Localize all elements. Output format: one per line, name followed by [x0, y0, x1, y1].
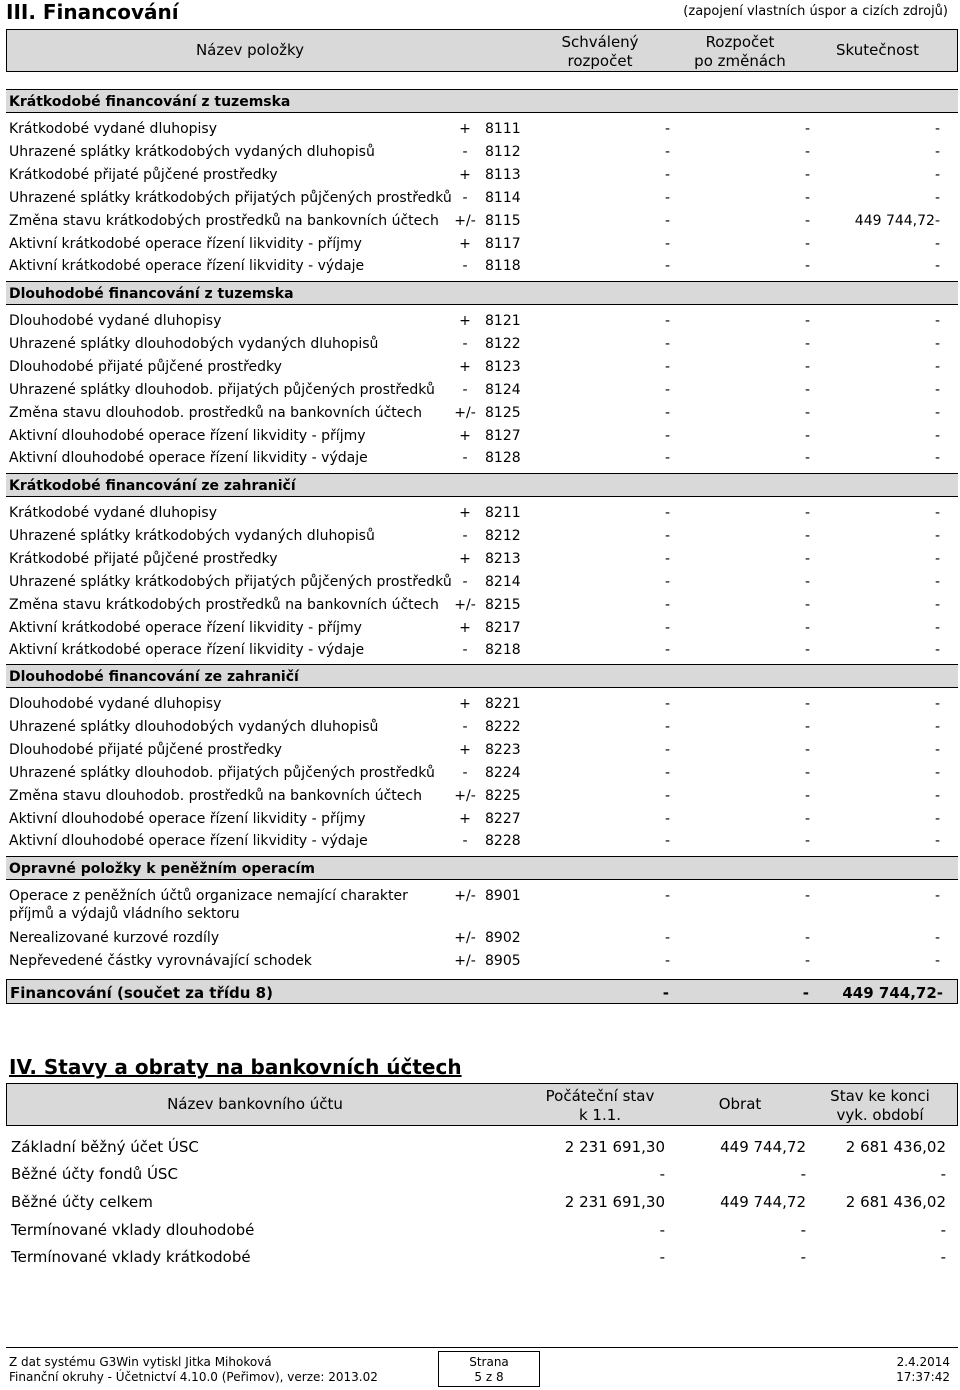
- row-approved: -: [664, 358, 670, 375]
- row-approved: -: [664, 381, 670, 398]
- table-row: [0, 594, 960, 616]
- row-revised: -: [804, 166, 810, 183]
- row-code: 8218: [485, 642, 521, 659]
- row-sign: +/-: [454, 787, 476, 804]
- table-row: [0, 379, 960, 401]
- header-revised-line2: po změnách: [694, 52, 786, 70]
- row-code: 8111: [485, 121, 521, 137]
- row-actual: -: [934, 718, 940, 735]
- footer-system: Finanční okruhy - Účetnictví 4.10.0 (Peřimov), verze: 2013.02: [9, 1370, 378, 1384]
- row-label: Aktivní dlouhodobé operace řízení likvidity - příjmy: [9, 427, 366, 444]
- row-approved: -: [664, 505, 670, 521]
- row-approved: -: [664, 450, 670, 467]
- row-code: 8901: [485, 888, 521, 904]
- row-code: 8225: [485, 787, 521, 804]
- row-code: 8127: [485, 427, 521, 444]
- row-sign: -: [462, 764, 468, 781]
- row-label: Aktivní dlouhodobé operace řízení likvidity - výdaje: [9, 833, 368, 850]
- row-sign: +/-: [454, 952, 476, 969]
- category-title: Dlouhodobé financování z tuzemska: [9, 286, 294, 302]
- row-actual: -: [934, 450, 940, 467]
- row-sign: +: [459, 810, 471, 827]
- row-approved: -: [664, 527, 670, 544]
- row-actual: -: [934, 505, 940, 521]
- row-approved: -: [664, 313, 670, 329]
- row-revised: -: [804, 358, 810, 375]
- category-header: [6, 856, 958, 880]
- row-revised: -: [804, 930, 810, 946]
- footer-time: 17:37:42: [896, 1370, 950, 1384]
- row-actual: -: [934, 427, 940, 444]
- table-row: [0, 118, 960, 140]
- row-label: Krátkodobé přijaté půjčené prostředky: [9, 166, 278, 183]
- row-sign: -: [462, 450, 468, 467]
- row-revised: -: [804, 888, 810, 904]
- bank-header-turnover: Obrat: [718, 1095, 762, 1113]
- row-approved: -: [664, 212, 670, 229]
- footer-page-value: 5 z 8: [474, 1370, 504, 1384]
- row-actual: -: [934, 741, 940, 758]
- row-sign: -: [462, 381, 468, 398]
- table-row: [0, 762, 960, 784]
- row-label-continued: příjmů a výdajů vládního sektoru: [9, 906, 240, 922]
- row-sign: +: [459, 358, 471, 375]
- row-actual: -: [934, 787, 940, 804]
- row-label: Dlouhodobé vydané dluhopisy: [9, 696, 222, 712]
- row-label: Dlouhodobé vydané dluhopisy: [9, 313, 222, 329]
- row-label: Uhrazené splátky krátkodobých přijatých půjčených prostředků: [9, 189, 452, 206]
- row-approved: -: [664, 258, 670, 275]
- row-revised: -: [804, 212, 810, 229]
- row-revised: -: [804, 427, 810, 444]
- bank-header-final-line2: vyk. období: [836, 1106, 924, 1124]
- bank-row-label: Běžné účty fondů ÚSC: [11, 1165, 178, 1183]
- bank-header-final-line1: Stav ke konci: [830, 1087, 930, 1105]
- row-approved: -: [664, 952, 670, 969]
- row-actual: -: [934, 335, 940, 352]
- table-row: [0, 502, 960, 524]
- table-row: [0, 187, 960, 209]
- row-sign: +: [459, 619, 471, 636]
- bank-header-initial-line2: k 1.1.: [578, 1106, 622, 1124]
- row-sign: -: [462, 833, 468, 850]
- row-code: 8117: [485, 235, 521, 252]
- row-code: 8121: [485, 313, 521, 329]
- table-row: [0, 785, 960, 807]
- row-sign: +/-: [454, 930, 476, 946]
- bank-row: [0, 1245, 960, 1269]
- row-code: 8217: [485, 619, 521, 636]
- bank-row-turnover: -: [800, 1165, 806, 1183]
- row-revised: -: [804, 952, 810, 969]
- bank-row-initial: -: [659, 1248, 665, 1266]
- row-label: Nerealizované kurzové rozdíly: [9, 930, 220, 946]
- row-actual: -: [934, 930, 940, 946]
- row-code: 8123: [485, 358, 521, 375]
- row-sign: +: [459, 741, 471, 758]
- bank-row-final: -: [940, 1165, 946, 1183]
- row-sign: -: [462, 573, 468, 590]
- table-row: [0, 525, 960, 547]
- total-label: Financování (součet za třídu 8): [10, 984, 273, 1002]
- row-code: 8118: [485, 258, 521, 275]
- row-actual: -: [934, 888, 940, 904]
- row-code: 8221: [485, 696, 521, 712]
- row-label: Aktivní krátkodobé operace řízení likvidity - výdaje: [9, 642, 365, 659]
- row-label: Uhrazené splátky dlouhodob. přijatých půjčených prostředků: [9, 764, 435, 781]
- row-sign: -: [462, 718, 468, 735]
- row-label: Krátkodobé vydané dluhopisy: [9, 505, 217, 521]
- header-revised-line1: Rozpočet: [705, 33, 775, 51]
- row-label: Změna stavu dlouhodob. prostředků na bankovních účtech: [9, 787, 422, 804]
- table-row: [0, 571, 960, 593]
- row-actual: -: [934, 696, 940, 712]
- table-row: [0, 739, 960, 761]
- table-row: [0, 548, 960, 570]
- total-approved: -: [662, 984, 669, 1002]
- bank-row-initial: 2 231 691,30: [564, 1193, 665, 1211]
- row-code: 8228: [485, 833, 521, 850]
- bank-row-label: Termínované vklady krátkodobé: [11, 1248, 251, 1266]
- row-code: 8212: [485, 527, 521, 544]
- bank-row: [0, 1218, 960, 1242]
- row-label: Uhrazené splátky dlouhodobých vydaných dluhopisů: [9, 718, 379, 735]
- row-actual: -: [934, 810, 940, 827]
- row-code: 8211: [485, 505, 521, 521]
- row-sign: +/-: [454, 404, 476, 421]
- row-code: 8227: [485, 810, 521, 827]
- row-label: Dlouhodobé přijaté půjčené prostředky: [9, 358, 282, 375]
- table-row: [0, 693, 960, 715]
- category-title: Krátkodobé financování z tuzemska: [9, 94, 291, 110]
- bank-row-turnover: -: [800, 1221, 806, 1239]
- row-label: Aktivní krátkodobé operace řízení likvidity - příjmy: [9, 619, 362, 636]
- row-code: 8905: [485, 952, 521, 969]
- row-revised: -: [804, 596, 810, 613]
- row-sign: -: [462, 335, 468, 352]
- category-header: [6, 281, 958, 305]
- row-label: Aktivní krátkodobé operace řízení likvidity - výdaje: [9, 258, 365, 275]
- category-title: Opravné položky k peněžním operacím: [9, 861, 315, 877]
- row-approved: -: [664, 930, 670, 946]
- row-label: Uhrazené splátky dlouhodobých vydaných dluhopisů: [9, 335, 379, 352]
- bank-row-final: 2 681 436,02: [845, 1138, 946, 1156]
- bank-row-turnover: 449 744,72: [720, 1193, 806, 1211]
- row-approved: -: [664, 787, 670, 804]
- row-sign: +: [459, 427, 471, 444]
- row-label: Nepřevedené částky vyrovnávající schodek: [9, 952, 312, 969]
- table-row: [0, 639, 960, 661]
- row-code: 8114: [485, 189, 521, 206]
- bank-row-final: -: [940, 1248, 946, 1266]
- row-code: 8224: [485, 764, 521, 781]
- row-sign: -: [462, 258, 468, 275]
- bank-header-name: Název bankovního účtu: [167, 1095, 343, 1113]
- row-label: Změna stavu krátkodobých prostředků na bankovních účtech: [9, 212, 439, 229]
- row-actual: -: [934, 258, 940, 275]
- row-actual: -: [934, 358, 940, 375]
- row-revised: -: [804, 527, 810, 544]
- row-revised: -: [804, 335, 810, 352]
- row-approved: -: [664, 166, 670, 183]
- category-title: Krátkodobé financování ze zahraničí: [9, 478, 296, 494]
- row-approved: -: [664, 404, 670, 421]
- bank-row-label: Termínované vklady dlouhodobé: [11, 1221, 255, 1239]
- row-code: 8125: [485, 404, 521, 421]
- total-actual: 449 744,72-: [842, 984, 943, 1002]
- table-row: [0, 808, 960, 830]
- row-code: 8214: [485, 573, 521, 590]
- row-approved: -: [664, 143, 670, 160]
- table-row: [0, 210, 960, 232]
- row-actual: -: [934, 833, 940, 850]
- bank-header-initial-line1: Počáteční stav: [545, 1087, 655, 1105]
- row-sign: -: [462, 143, 468, 160]
- total-revised: -: [802, 984, 809, 1002]
- category-title: Dlouhodobé financování ze zahraničí: [9, 669, 299, 685]
- row-approved: -: [664, 550, 670, 567]
- row-sign: +/-: [454, 212, 476, 229]
- row-revised: -: [804, 381, 810, 398]
- row-actual: -: [934, 527, 940, 544]
- row-label: Uhrazené splátky krátkodobých vydaných dluhopisů: [9, 527, 375, 544]
- table-row: [0, 927, 960, 949]
- row-revised: -: [804, 258, 810, 275]
- row-approved: -: [664, 335, 670, 352]
- row-approved: -: [664, 642, 670, 659]
- row-label: Krátkodobé přijaté půjčené prostředky: [9, 550, 278, 567]
- category-header: [6, 473, 958, 497]
- table-row: [0, 885, 960, 922]
- row-sign: +: [459, 121, 471, 137]
- row-actual: -: [934, 573, 940, 590]
- financing-subtitle: (zapojení vlastních úspor a cizích zdrojů): [683, 4, 948, 19]
- row-actual: -: [934, 381, 940, 398]
- bank-row-label: Základní běžný účet ÚSC: [11, 1138, 199, 1156]
- row-revised: -: [804, 642, 810, 659]
- row-sign: +: [459, 166, 471, 183]
- table-row: [0, 617, 960, 639]
- row-actual: -: [934, 550, 940, 567]
- row-code: 8902: [485, 930, 521, 946]
- row-revised: -: [804, 235, 810, 252]
- row-actual: -: [934, 596, 940, 613]
- row-sign: +: [459, 235, 471, 252]
- row-actual: -: [934, 143, 940, 160]
- header-item-name: Název položky: [195, 41, 305, 59]
- row-revised: -: [804, 143, 810, 160]
- row-actual: -: [934, 619, 940, 636]
- row-code: 8115: [485, 212, 521, 229]
- row-sign: +: [459, 550, 471, 567]
- row-approved: -: [664, 573, 670, 590]
- row-approved: -: [664, 833, 670, 850]
- category-header: [6, 89, 958, 113]
- row-revised: -: [804, 189, 810, 206]
- footer-page-box: [438, 1351, 540, 1387]
- row-revised: -: [804, 505, 810, 521]
- row-approved: -: [664, 764, 670, 781]
- row-approved: -: [664, 121, 670, 137]
- row-label: Aktivní dlouhodobé operace řízení likvidity - příjmy: [9, 810, 366, 827]
- row-approved: -: [664, 718, 670, 735]
- table-row: [0, 402, 960, 424]
- table-row: [0, 425, 960, 447]
- row-code: 8124: [485, 381, 521, 398]
- header-actual: Skutečnost: [836, 41, 919, 59]
- row-label: Aktivní krátkodobé operace řízení likvidity - příjmy: [9, 235, 362, 252]
- bank-row-initial: -: [659, 1221, 665, 1239]
- row-code: 8128: [485, 450, 521, 467]
- row-approved: -: [664, 619, 670, 636]
- footer-printed-by: Z dat systému G3Win vytiskl Jitka Mihoková: [9, 1355, 272, 1369]
- row-label: Uhrazené splátky krátkodobých vydaných dluhopisů: [9, 143, 375, 160]
- bank-row-initial: 2 231 691,30: [564, 1138, 665, 1156]
- bank-row-final: -: [940, 1221, 946, 1239]
- row-approved: -: [664, 189, 670, 206]
- row-revised: -: [804, 810, 810, 827]
- row-revised: -: [804, 573, 810, 590]
- header-approved-line2: rozpočet: [567, 52, 633, 70]
- bank-row-turnover: -: [800, 1248, 806, 1266]
- row-actual: 449 744,72-: [854, 212, 940, 229]
- row-sign: -: [462, 642, 468, 659]
- bank-row: [0, 1190, 960, 1214]
- row-approved: -: [664, 235, 670, 252]
- row-label: Uhrazené splátky krátkodobých přijatých půjčených prostředků: [9, 573, 452, 590]
- row-revised: -: [804, 121, 810, 137]
- row-revised: -: [804, 764, 810, 781]
- financing-title: III. Financování: [6, 0, 179, 24]
- row-sign: +: [459, 313, 471, 329]
- row-revised: -: [804, 833, 810, 850]
- table-row: [0, 233, 960, 255]
- table-row: [0, 333, 960, 355]
- row-revised: -: [804, 696, 810, 712]
- table-row: [0, 310, 960, 332]
- row-actual: -: [934, 189, 940, 206]
- row-label: Dlouhodobé přijaté půjčené prostředky: [9, 741, 282, 758]
- row-revised: -: [804, 741, 810, 758]
- bank-row-turnover: 449 744,72: [720, 1138, 806, 1156]
- row-approved: -: [664, 810, 670, 827]
- bank-row: [0, 1135, 960, 1159]
- row-sign: +: [459, 696, 471, 712]
- row-revised: -: [804, 718, 810, 735]
- row-approved: -: [664, 888, 670, 904]
- bank-row: [0, 1162, 960, 1186]
- row-sign: -: [462, 189, 468, 206]
- row-code: 8213: [485, 550, 521, 567]
- row-revised: -: [804, 313, 810, 329]
- row-approved: -: [664, 696, 670, 712]
- category-header: [6, 664, 958, 688]
- row-revised: -: [804, 450, 810, 467]
- bank-title: IV. Stavy a obraty na bankovních účtech: [9, 1055, 462, 1079]
- row-actual: -: [934, 952, 940, 969]
- table-row: [0, 141, 960, 163]
- bank-row-label: Běžné účty celkem: [11, 1193, 153, 1211]
- table-row: [0, 255, 960, 277]
- bank-row-final: 2 681 436,02: [845, 1193, 946, 1211]
- financing-total-row: [6, 979, 958, 1004]
- row-actual: -: [934, 121, 940, 137]
- row-label: Aktivní dlouhodobé operace řízení likvidity - výdaje: [9, 450, 368, 467]
- header-approved-line1: Schválený: [561, 33, 639, 51]
- table-row: [0, 447, 960, 469]
- row-actual: -: [934, 404, 940, 421]
- row-code: 8222: [485, 718, 521, 735]
- table-row: [0, 950, 960, 972]
- row-label: Změna stavu dlouhodob. prostředků na bankovních účtech: [9, 404, 422, 421]
- row-code: 8223: [485, 741, 521, 758]
- row-revised: -: [804, 404, 810, 421]
- bank-row-initial: -: [659, 1165, 665, 1183]
- row-label: Uhrazené splátky dlouhodob. přijatých půjčených prostředků: [9, 381, 435, 398]
- table-row: [0, 830, 960, 852]
- row-actual: -: [934, 235, 940, 252]
- row-code: 8113: [485, 166, 521, 183]
- row-code: 8215: [485, 596, 521, 613]
- row-sign: +/-: [454, 596, 476, 613]
- row-sign: +/-: [454, 888, 476, 904]
- table-row: [0, 716, 960, 738]
- row-revised: -: [804, 550, 810, 567]
- row-actual: -: [934, 764, 940, 781]
- row-code: 8122: [485, 335, 521, 352]
- row-actual: -: [934, 313, 940, 329]
- table-row: [0, 164, 960, 186]
- row-sign: +: [459, 505, 471, 521]
- footer-date: 2.4.2014: [896, 1355, 950, 1369]
- row-actual: -: [934, 166, 940, 183]
- row-label: Operace z peněžních účtů organizace nemající charakter: [9, 888, 408, 904]
- row-actual: -: [934, 642, 940, 659]
- table-row: [0, 356, 960, 378]
- footer-rule: [6, 1347, 958, 1348]
- row-approved: -: [664, 596, 670, 613]
- row-sign: -: [462, 527, 468, 544]
- row-approved: -: [664, 741, 670, 758]
- footer-page-label: Strana: [469, 1355, 509, 1369]
- row-label: Krátkodobé vydané dluhopisy: [9, 121, 217, 137]
- row-revised: -: [804, 619, 810, 636]
- row-label: Změna stavu krátkodobých prostředků na bankovních účtech: [9, 596, 439, 613]
- row-revised: -: [804, 787, 810, 804]
- row-code: 8112: [485, 143, 521, 160]
- row-approved: -: [664, 427, 670, 444]
